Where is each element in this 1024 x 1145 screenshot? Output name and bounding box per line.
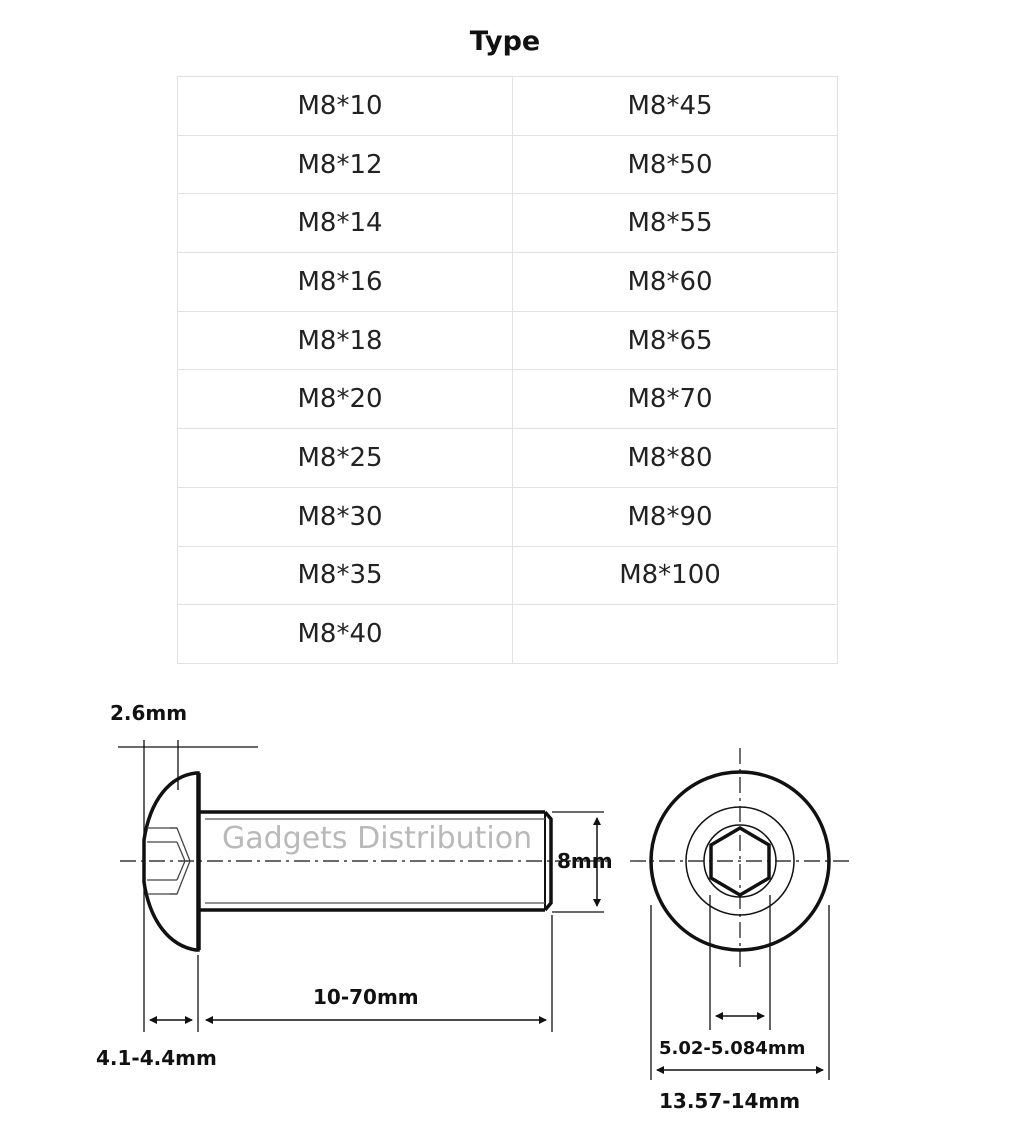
head-diameter-label: 13.57-14mm xyxy=(659,1089,801,1113)
table-row xyxy=(178,253,838,312)
table-row xyxy=(178,311,838,370)
size-cell: M8*60 xyxy=(513,253,838,312)
head-height-label: 2.6mm xyxy=(110,701,188,725)
size-cell: M8*55 xyxy=(513,194,838,253)
size-cell: M8*18 xyxy=(178,311,513,370)
table-row xyxy=(178,429,838,488)
table-title: Type xyxy=(469,26,541,57)
table-row xyxy=(178,370,838,429)
size-cell: M8*20 xyxy=(178,370,513,429)
size-cell: M8*45 xyxy=(513,77,838,136)
table-row xyxy=(178,546,838,605)
head-thickness-label: 4.1-4.4mm xyxy=(96,1046,217,1070)
size-cell: M8*25 xyxy=(178,429,513,488)
watermark-text: Gadgets Distribution xyxy=(222,821,533,856)
hex-socket-label: 5.02-5.084mm xyxy=(659,1038,806,1059)
table-row xyxy=(178,605,838,664)
table-row xyxy=(178,194,838,253)
table-row xyxy=(178,487,838,546)
size-cell xyxy=(513,605,838,664)
size-cell: M8*10 xyxy=(178,77,513,136)
table-row xyxy=(178,77,838,136)
length-label: 10-70mm xyxy=(313,985,419,1009)
size-cell: M8*50 xyxy=(513,135,838,194)
size-cell: M8*30 xyxy=(178,487,513,546)
size-cell: M8*16 xyxy=(178,253,513,312)
size-cell: M8*90 xyxy=(513,487,838,546)
size-table xyxy=(177,76,838,664)
size-cell: M8*70 xyxy=(513,370,838,429)
bolt-technical-drawing xyxy=(0,680,1024,1140)
table-row xyxy=(178,135,838,194)
size-cell: M8*65 xyxy=(513,311,838,370)
size-cell: M8*14 xyxy=(178,194,513,253)
size-cell: M8*80 xyxy=(513,429,838,488)
size-cell: M8*100 xyxy=(513,546,838,605)
thread-diameter-label: 8mm xyxy=(557,849,613,873)
bolt-end-view xyxy=(630,748,850,1080)
size-cell: M8*12 xyxy=(178,135,513,194)
size-cell: M8*35 xyxy=(178,546,513,605)
size-cell: M8*40 xyxy=(178,605,513,664)
